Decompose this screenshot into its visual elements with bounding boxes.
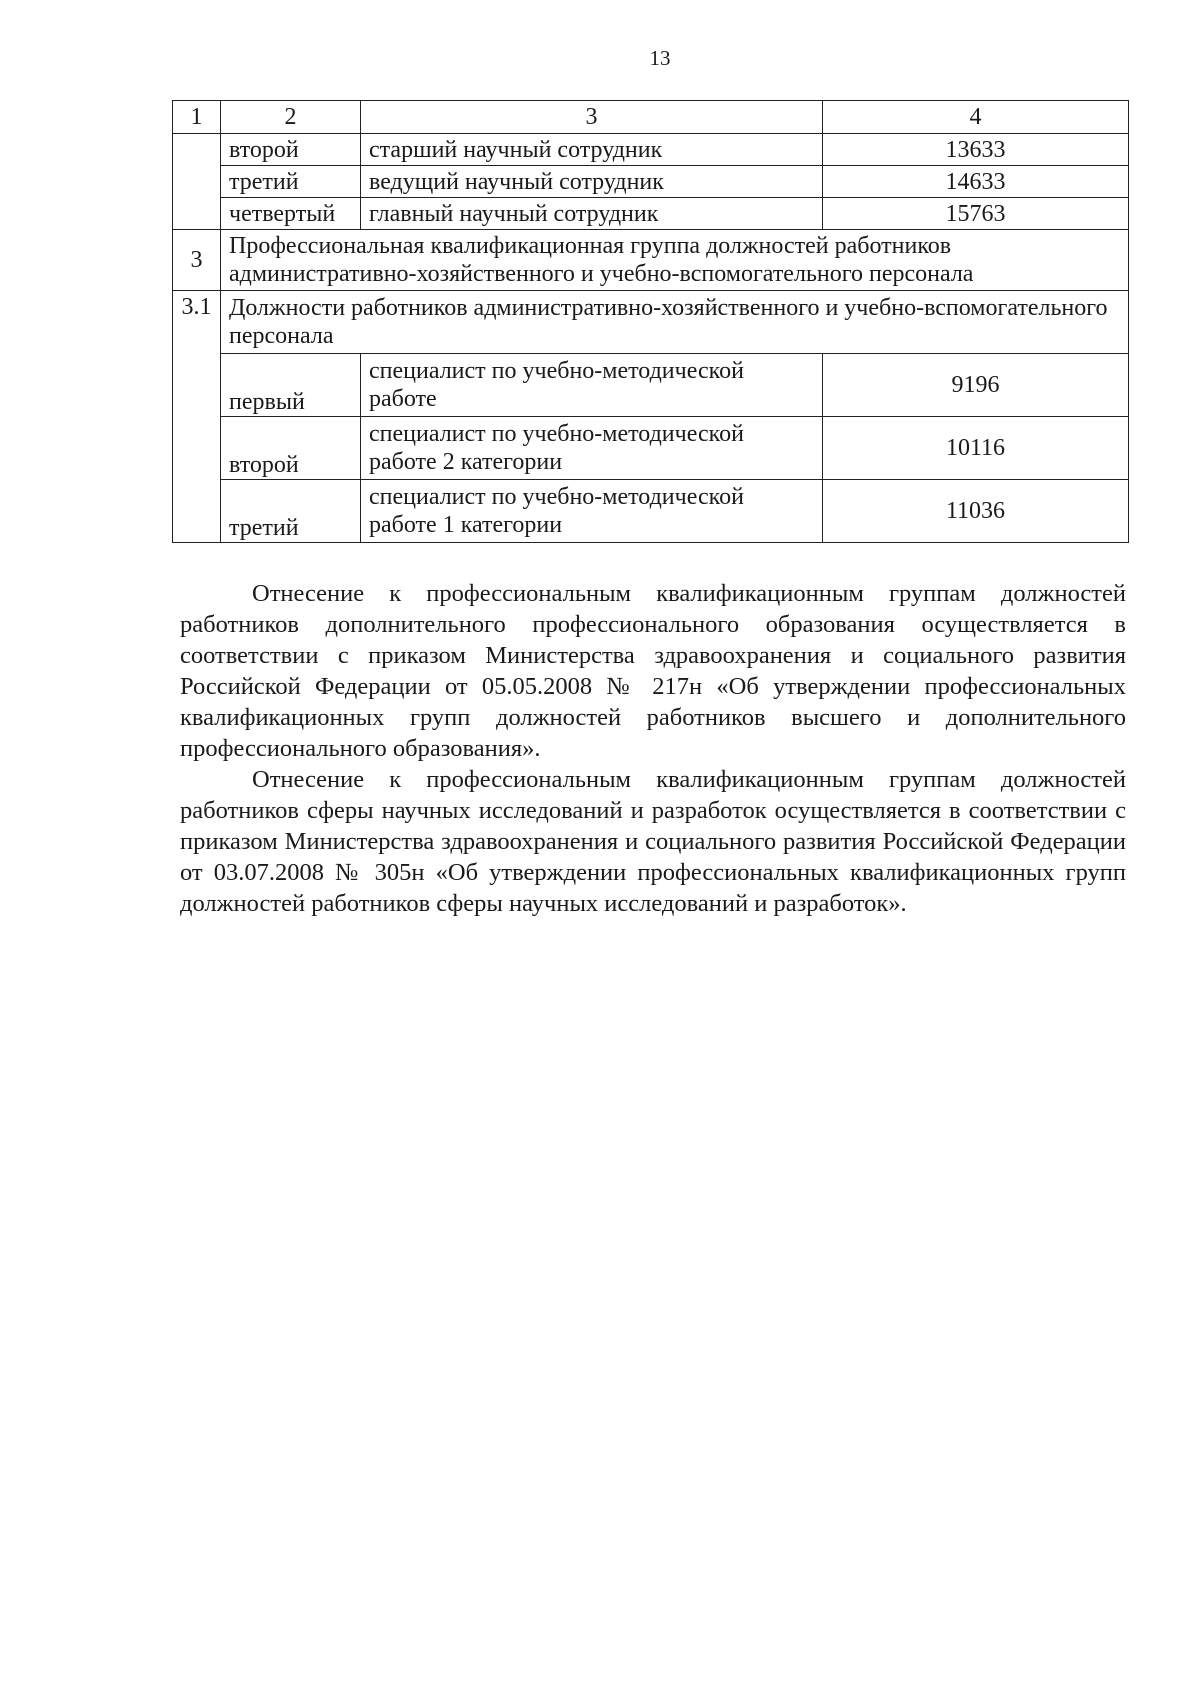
table-row <box>173 166 1129 198</box>
header-cell: 4 <box>823 101 1129 134</box>
position-cell: специалист по учебно-методической работе <box>361 353 823 416</box>
position-cell: специалист по учебно-методической работе 2 категории <box>361 416 823 479</box>
empty-cell <box>173 166 221 198</box>
empty-cell <box>173 134 221 166</box>
group-row <box>173 230 1129 291</box>
table-row <box>173 479 1129 542</box>
value-cell: 10116 <box>823 416 1129 479</box>
position-cell: специалист по учебно-методической работе 1 категории <box>361 479 823 542</box>
table-row <box>173 134 1129 166</box>
value-cell: 11036 <box>823 479 1129 542</box>
subgroup-title: Должности работников административно-хозяйственного и учебно-вспомогательного персонала <box>221 291 1129 354</box>
table-header-row <box>173 101 1129 134</box>
level-cell: первый <box>221 353 361 416</box>
value-cell: 14633 <box>823 166 1129 198</box>
level-cell: четвертый <box>221 198 361 230</box>
group-number: 3 <box>173 230 221 291</box>
header-cell: 1 <box>173 101 221 134</box>
table-row <box>173 353 1129 416</box>
position-cell: ведущий научный сотрудник <box>361 166 823 198</box>
qualification-table <box>172 100 1129 543</box>
body-text <box>180 578 1126 919</box>
position-cell: главный научный сотрудник <box>361 198 823 230</box>
header-cell: 3 <box>361 101 823 134</box>
table-row <box>173 198 1129 230</box>
value-cell: 9196 <box>823 353 1129 416</box>
level-cell: второй <box>221 134 361 166</box>
empty-cell <box>173 416 221 479</box>
empty-cell <box>173 353 221 416</box>
subgroup-number: 3.1 <box>173 291 221 354</box>
header-cell: 2 <box>221 101 361 134</box>
level-cell: второй <box>221 416 361 479</box>
table-row <box>173 416 1129 479</box>
position-cell: старший научный сотрудник <box>361 134 823 166</box>
level-cell: третий <box>221 479 361 542</box>
paragraph: Отнесение к профессиональным квалификационным группам должностей работников сферы научных исследований и разработок осуществляется в соответствии с приказом Министерства здравоохранения и социального развития Российской Федерации от 03.07.2008 № 305н «Об утверждении профессиональных квалификационных групп должностей работников сферы научных исследований и разработок». <box>180 766 1126 917</box>
value-cell: 15763 <box>823 198 1129 230</box>
value-cell: 13633 <box>823 134 1129 166</box>
empty-cell <box>173 198 221 230</box>
empty-cell <box>173 479 221 542</box>
group-title: Профессиональная квалификационная группа должностей работников административно-хозяйственного и учебно-вспомогательного персонала <box>221 230 1129 291</box>
paragraph: Отнесение к профессиональным квалификационным группам должностей работников дополнительного профессионального образования осуществляется в соответствии с приказом Министерства здравоохранения и социального развития Российской Федерации от 05.05.2008 № 217н «Об утверждении профессиональных квалификационных групп должностей работников высшего и дополнительного профессионального образования». <box>180 580 1126 762</box>
subgroup-row <box>173 291 1129 354</box>
level-cell: третий <box>221 166 361 198</box>
page-number: 13 <box>649 46 671 70</box>
